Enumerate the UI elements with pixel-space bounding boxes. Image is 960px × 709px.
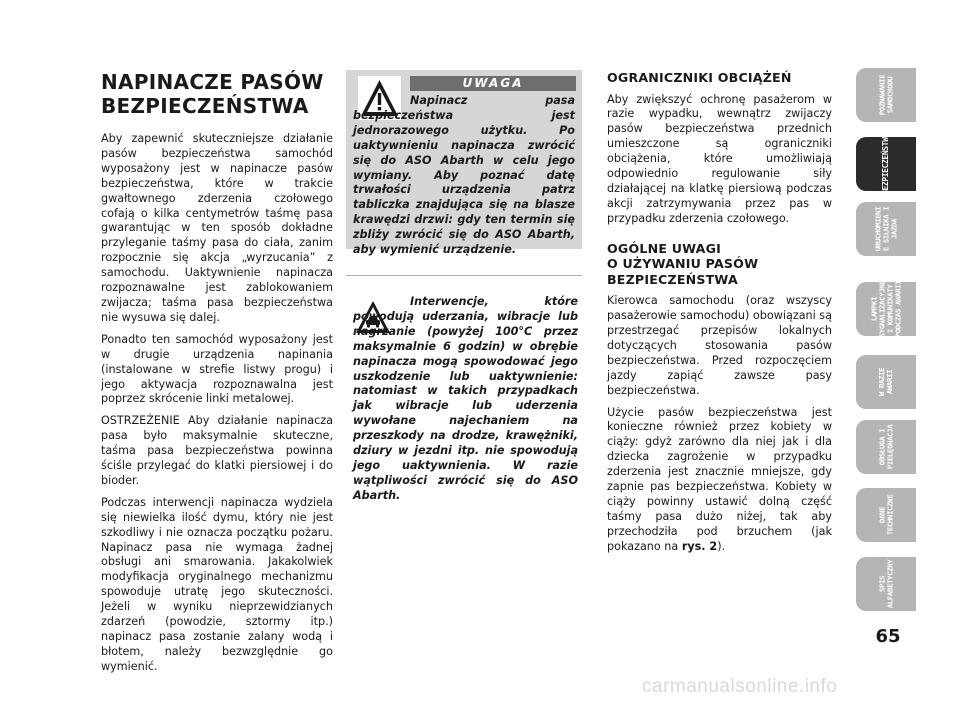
paragraph: Ponadto ten samochód wyposażony jest w drugie urządzenia napinania (instalowane w strefie listwy progu) i jego aktywacja rozpoznawalna jest poprzez skrócenie linki metalowej.: [101, 332, 333, 406]
heading-line: OGÓLNE UWAGI: [607, 240, 722, 256]
tab-label: URUCHOMIENI E SILNIKA I JAZDA: [872, 206, 898, 252]
tab-label: W RAZIE AWARII: [876, 367, 894, 397]
tab-label: DANE TECHNICZNE: [877, 494, 894, 536]
tab-label: LAMPKI SYGNALIZACYJNE I KOMUNIKATY PODCZAS AWARII: [868, 280, 902, 338]
tab-bezpieczenstwo[interactable]: [856, 133, 916, 195]
column-napinacze: [101, 70, 333, 682]
paragraph: [607, 406, 832, 555]
paragraph: Podczas interwencji napinacza wydziela się niewielka ilość dymu, który nie jest szkodliwy i nie oznacza początku pożaru. Napinacz pasa nie wymaga żadnej obsługi ani smarowania. Jakakolwiek modyfikacja oryginalnego mechanizmu spowoduje utratę jego skuteczności. Jeżeli w wyniku nieprzewidzianych zdarzeń (powodzie, sztormy itp.) napinacz pasa zostanie zalany wodą i błotem, należy bezwzględnie go wymienić.: [101, 495, 333, 673]
tab-label: BEZPIECZEŃSTWO: [881, 133, 890, 195]
note-box: [346, 282, 582, 504]
text-run: Użycie pasów bezpieczeństwa jest konieczne również przez kobiety w ciąży: gdyż zarówno dla niej jak i dla dziecka zagrożenie w przypadku zderzenia jest znacznie mniejsze, gdy zapnie pas bezpieczeństwa. Kobiety w ciąży powinny ustawić dolną część taśmy pasa dużo niżej, tak aby przechodziła pod brzuchem (jak pokazano na: [607, 405, 832, 553]
paragraph: Aby zapewnić skuteczniejsze działanie pasów bezpieczeństwa samochód wyposażony jest w napinacze pasów bezpieczeństwa, które w trakcie gwałtownego zderzenia czołowego cofają o kilka centymetrów taśmę pasa gwarantując w ten sposób dokładne przyleganie taśmy pasa do ciała, zanim rozpocznie się akcja „wyrzucania” z samochodu. Uaktywnienie napinacza rozpoznawalne jest zablokowaniem zwijacza; taśma pasa bezpieczeństwa nie wysuwa się dalej.: [101, 132, 333, 324]
figure-reference[interactable]: rys. 2: [681, 539, 718, 553]
heading-line: O UŻYWANIU PASÓW: [607, 256, 759, 272]
tab-lampki-sygnalizacyjne[interactable]: [856, 282, 916, 336]
heading-ogolne-uwagi: [607, 241, 832, 288]
warning-box: [346, 70, 582, 257]
note-text: Interwencje, które powodują uderzania, wibracje lub nagrzanie (powyżej 100°C przez maksymalnie 6 godzin) w obrębie napinacza mogą spowodować jego uszkodzenie lub uaktywnienie: natomiast w takich przypadkach jak wibracje lub uderzenia wywołane najechaniem na przeszkody na drodze, krawężniki, dziury w jezdni itp. nie spowodują jego uaktywnienia. W razie wątpliwości zwrócić się do ASO Abarth.: [353, 295, 578, 502]
tab-obsluga-i-pielegnacja[interactable]: [856, 420, 916, 474]
tab-label: OBSŁUGA I PIELĘGNACJA: [876, 424, 894, 470]
tab-w-razie-awarii[interactable]: [856, 355, 916, 409]
section-title: [101, 70, 333, 118]
heading-ograniczniki: OGRANICZNIKI OBCIĄŻEŃ: [607, 70, 792, 85]
tab-uruchomienie-silnika[interactable]: [856, 202, 916, 256]
warning-text: Napinacz pasa bezpieczeństwa jest jednorazowego użytku. Po uaktywnieniu napinacza zwrócić się do ASO Abarth w celu jego wymiany. Aby poznać datę trwałości urządzenia patrz tabliczka znajdująca się na blasze krawędzi drzwi: gdy ten termin się zbliży zwrócić się do ASO Abarth, aby wymienić urządzenie.: [353, 94, 575, 257]
page-number: 65: [875, 626, 901, 647]
tab-label: SPIS ALFABETYCZNY: [876, 559, 894, 609]
warning-label: UWAGA: [410, 76, 576, 91]
tab-poznawanie-samochodu[interactable]: [856, 68, 916, 122]
text-run: ).: [717, 539, 726, 553]
paragraph: Aby zwiększyć ochronę pasażerom w razie wypadku, wewnątrz zwijaczy pasów bezpieczeństwa przednich umieszczone są ograniczniki obciążenia, które umożliwiają odpowiednio regulowanie siły działającej na klatkę piersiową podczas akcji zatrzymywania przez pas w przypadku zderzenia czołowego.: [607, 92, 832, 225]
divider: [346, 275, 582, 276]
tab-label: POZNAWANIE SAMOCHODU: [877, 74, 894, 116]
heading-line: BEZPIECZEŃSTWA: [607, 271, 738, 287]
paragraph: OSTRZEŻENIE Aby działanie napinacza pasa było maksymalnie skuteczne, taśma pasa bezpieczeństwa powinna ściśle przylegać do klatki piersiowej i do bioder.: [101, 414, 333, 487]
title-line-2: BEZPIECZEŃSTWA: [101, 94, 309, 118]
paragraph: Kierowca samochodu (oraz wszyscy pasażerowie samochodu) obowiązani są przestrzegać przepisów lokalnych dotyczących stosowania pasów bezpieczeństwa. Przed rozpoczęciem jazdy zapiąć zawsze pasy bezpieczeństwa.: [607, 294, 832, 397]
tab-spis-alfabetyczny[interactable]: [856, 557, 916, 611]
column-ograniczniki: [607, 70, 832, 562]
tab-dane-techniczne[interactable]: [856, 488, 916, 542]
title-line-1: NAPINACZE PASÓW: [101, 70, 324, 94]
watermark: carmanualsonline.info: [642, 676, 838, 697]
